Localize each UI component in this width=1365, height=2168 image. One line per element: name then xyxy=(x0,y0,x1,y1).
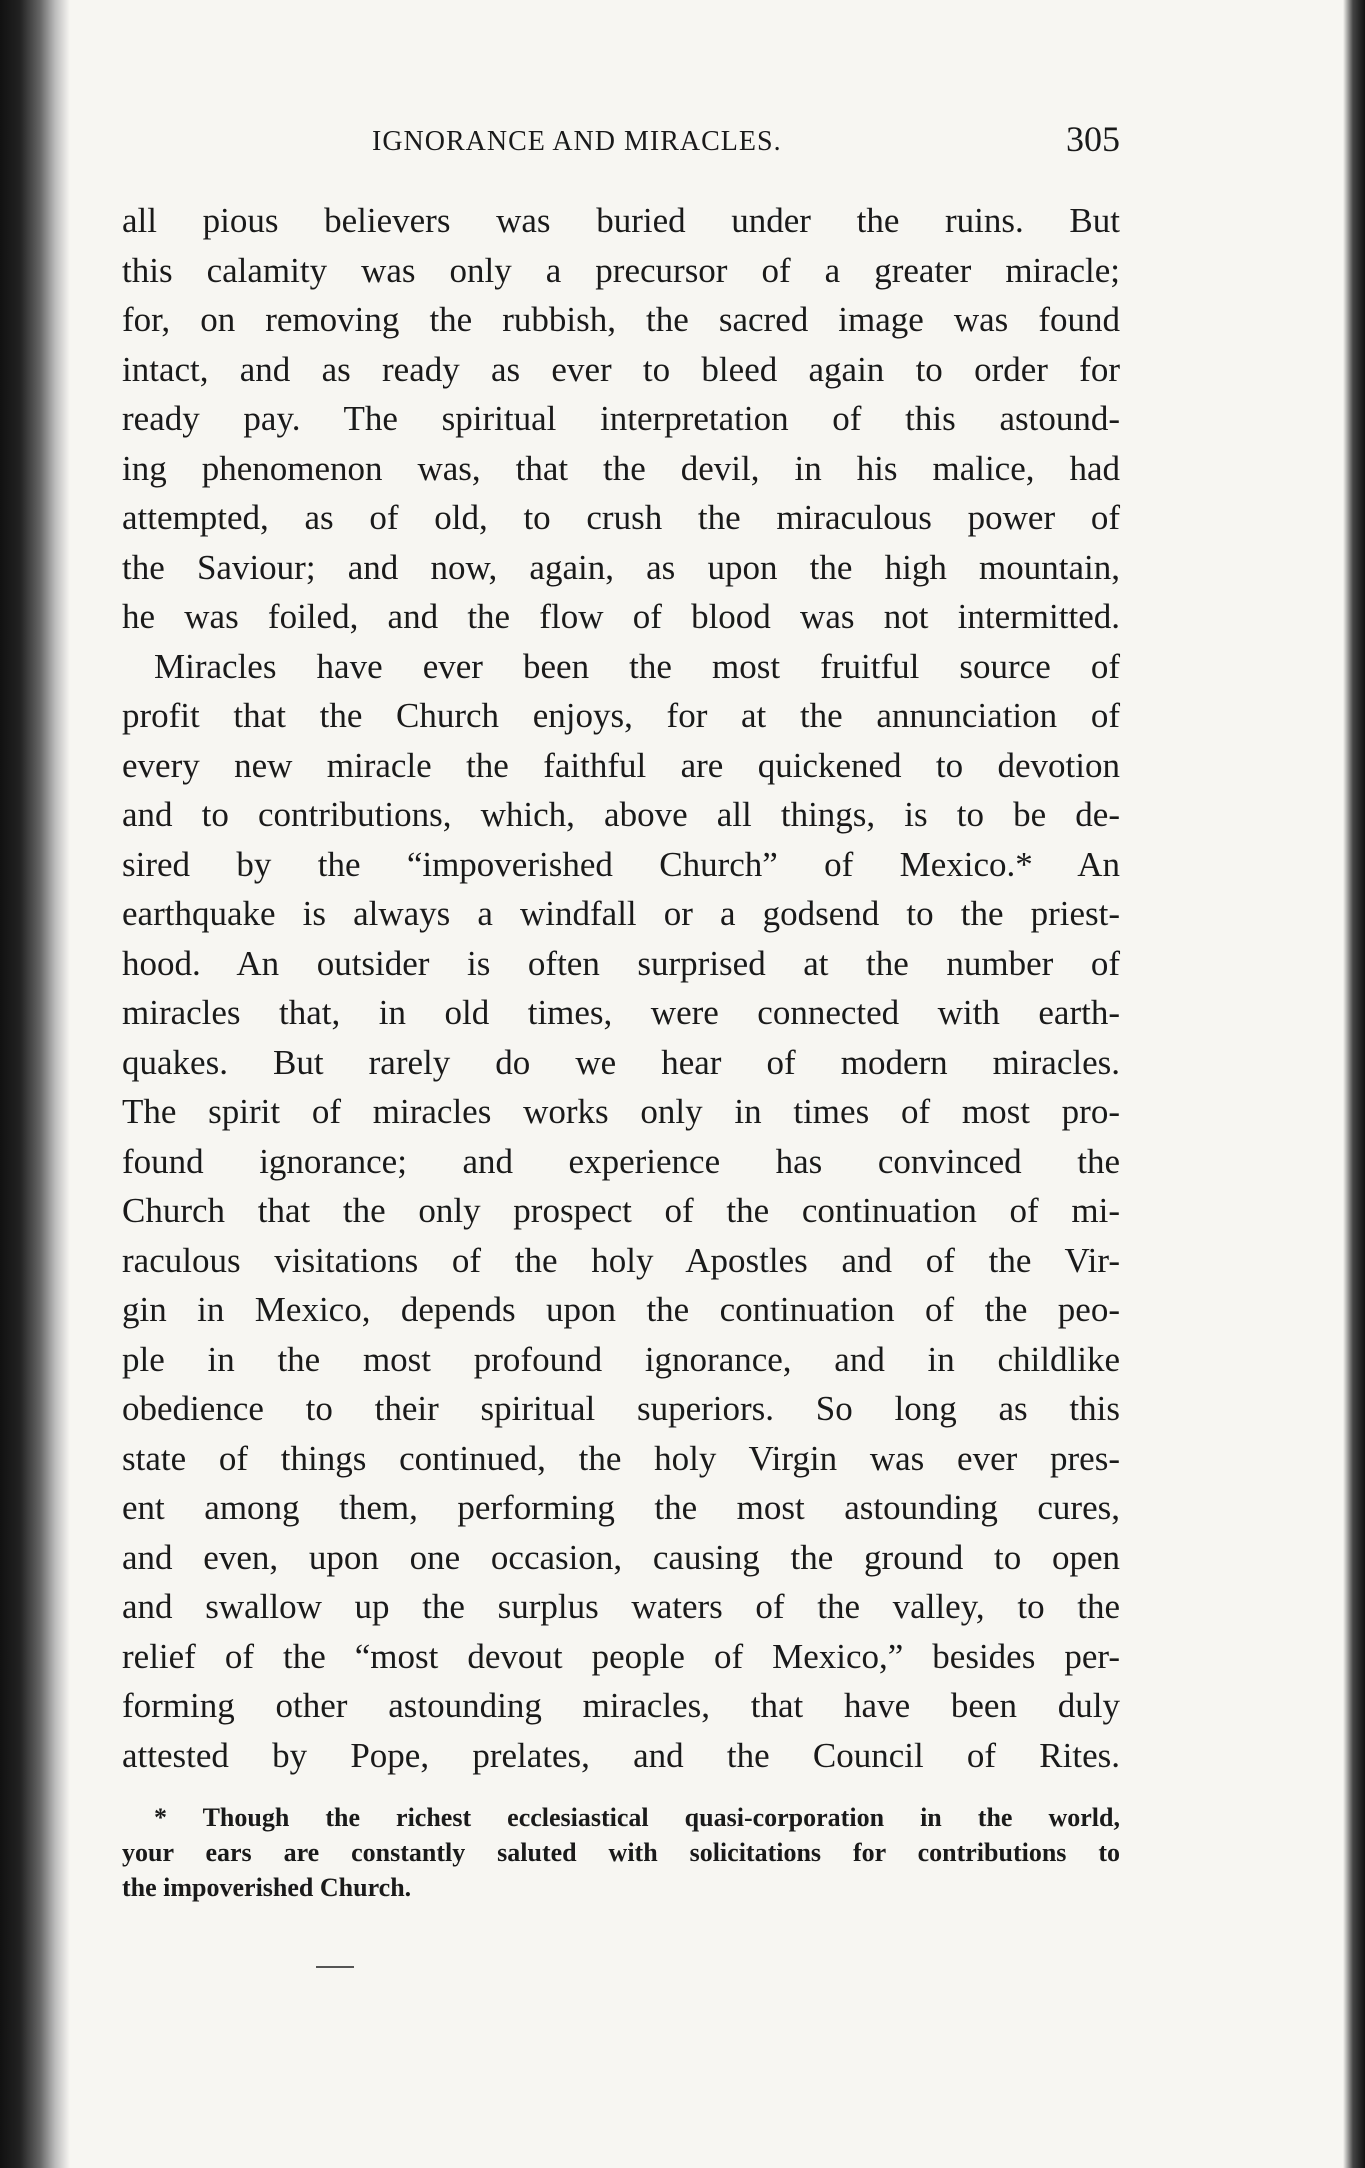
text-line: raculous visitations of the holy Apostles and of the Vir- xyxy=(122,1240,1120,1280)
text-line: The spirit of miracles works only in times of most pro- xyxy=(122,1092,1120,1131)
text-line: quakes. But rarely do we hear of modern miracles. xyxy=(122,1042,1120,1082)
text-line: the Saviour; and now, again, as upon the high mountain, xyxy=(122,547,1120,587)
text-line: ent among them, performing the most astounding cures, xyxy=(122,1488,1120,1527)
page-number: 305 xyxy=(1066,119,1120,159)
footnote xyxy=(122,1800,1120,1905)
page-right-edge xyxy=(1343,0,1365,2168)
text-line: and to contributions, which, above all things, is to be de- xyxy=(122,795,1120,834)
text-line: intact, and as ready as ever to bleed again to order for xyxy=(122,349,1120,389)
text-line: miracles that, in old times, were connected with earth- xyxy=(122,993,1120,1032)
text-line: every new miracle the faithful are quickened to devotion xyxy=(122,745,1120,785)
text-line: ready pay. The spiritual interpretation of this astound- xyxy=(122,399,1120,438)
text-line: ple in the most profound ignorance, and in childlike xyxy=(122,1339,1120,1379)
text-line: Miracles have ever been the most fruitful source of xyxy=(154,646,1120,686)
text-line: profit that the Church enjoys, for at the annunciation of xyxy=(122,696,1120,735)
running-title: IGNORANCE AND MIRACLES. xyxy=(372,126,782,157)
text-line: he was foiled, and the flow of blood was not intermitted. xyxy=(122,597,1120,636)
page-header xyxy=(122,118,1120,168)
text-line: attested by Pope, prelates, and the Council of Rites. xyxy=(122,1735,1120,1775)
text-line: sired by the “impoverished Church” of Mexico.* An xyxy=(122,844,1120,884)
text-line: state of things continued, the holy Virgin was ever pres- xyxy=(122,1438,1120,1478)
text-line: and swallow up the surplus waters of the valley, to the xyxy=(122,1587,1120,1626)
text-line: attempted, as of old, to crush the miraculous power of xyxy=(122,498,1120,537)
text-line: and even, upon one occasion, causing the ground to open xyxy=(122,1537,1120,1577)
footnote-line: your ears are constantly saluted with solicitations for contributions to xyxy=(122,1838,1120,1867)
text-line: found ignorance; and experience has convinced the xyxy=(122,1141,1120,1181)
separator-dash xyxy=(316,1966,354,1968)
text-line: earthquake is always a windfall or a godsend to the priest- xyxy=(122,894,1120,933)
text-line: obedience to their spiritual superiors. So long as this xyxy=(122,1389,1120,1428)
page-binding-edge xyxy=(0,0,70,2168)
text-line: gin in Mexico, depends upon the continuation of the peo- xyxy=(122,1290,1120,1329)
text-line: forming other astounding miracles, that have been duly xyxy=(122,1686,1120,1725)
body-text xyxy=(122,196,1120,1780)
footnote-line: the impoverished Church. xyxy=(122,1873,412,1902)
text-line: this calamity was only a precursor of a greater miracle; xyxy=(122,250,1120,290)
footnote-line: * Though the richest ecclesiastical quasi-corporation in the world, xyxy=(154,1803,1120,1832)
text-line: Church that the only prospect of the continuation of mi- xyxy=(122,1191,1120,1230)
text-line: hood. An outsider is often surprised at the number of xyxy=(122,943,1120,983)
text-line: all pious believers was buried under the ruins. But xyxy=(122,201,1120,240)
text-line: for, on removing the rubbish, the sacred image was found xyxy=(122,300,1120,339)
text-line: ing phenomenon was, that the devil, in his malice, had xyxy=(122,448,1120,488)
text-line: relief of the “most devout people of Mexico,” besides per- xyxy=(122,1636,1120,1676)
